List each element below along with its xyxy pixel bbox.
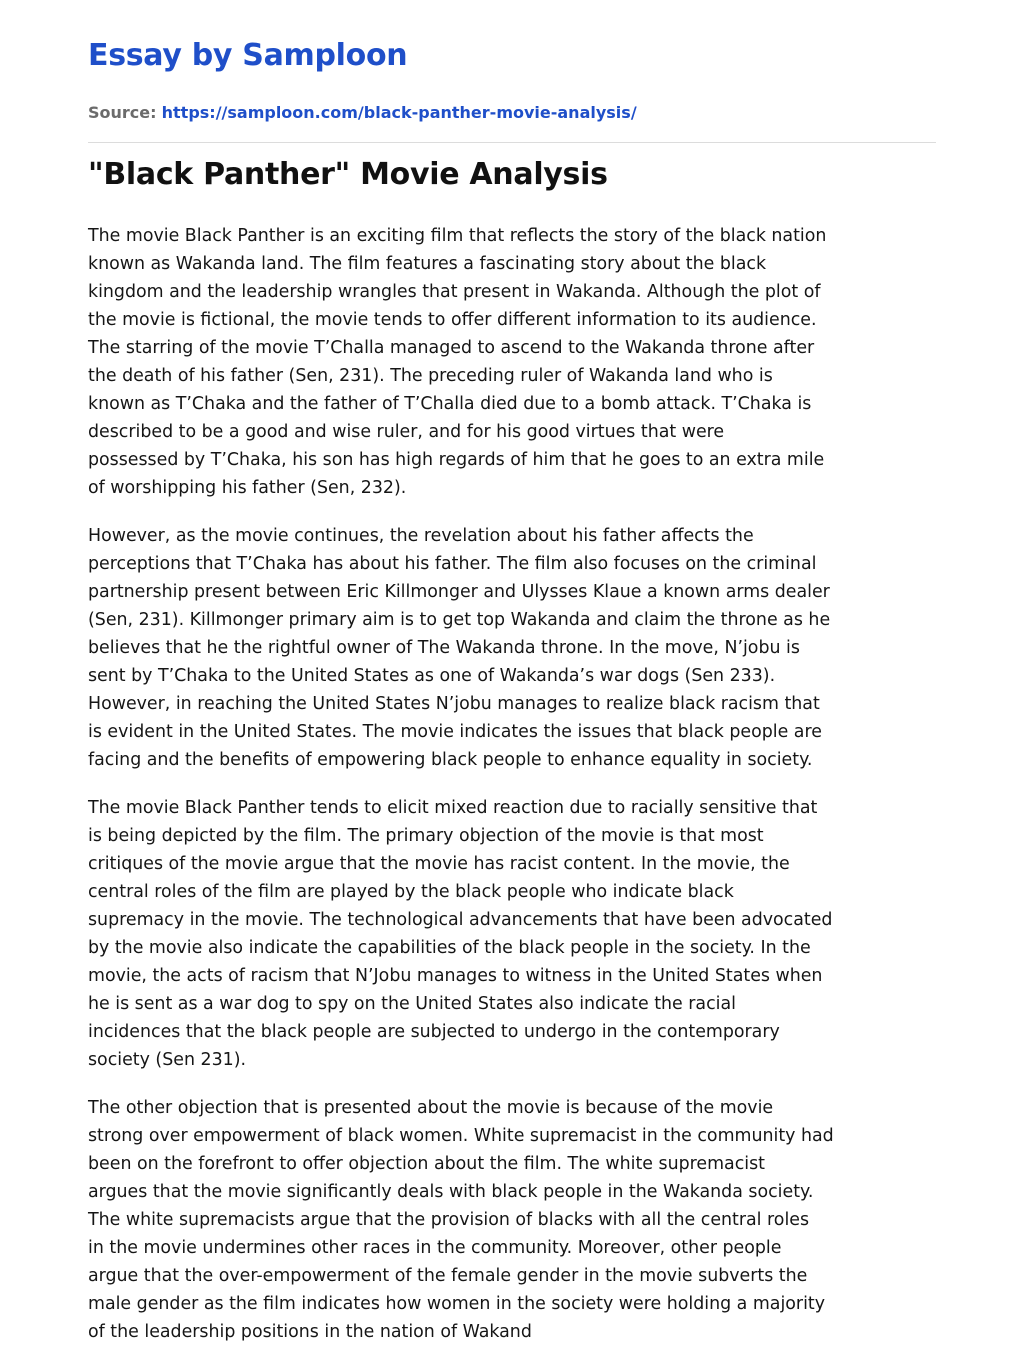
- paragraph-line: of worshipping his father (Sen, 232).: [88, 478, 407, 498]
- source-link[interactable]: https://samploon.com/black-panther-movie-analysis/: [161, 103, 637, 122]
- essay-body: [88, 222, 936, 1366]
- paragraph-line: central roles of the film are played by the black people who indicate black: [88, 882, 734, 902]
- paragraph-line: been on the forefront to offer objection about the film. The white supremacist: [88, 1154, 765, 1174]
- paragraph-text: [88, 222, 936, 502]
- paragraph-line: described to be a good and wise ruler, and for his good virtues that were: [88, 422, 725, 442]
- source-line: [88, 101, 637, 125]
- essay-paragraph: [88, 222, 936, 502]
- paragraph-line: perceptions that T’Chaka has about his father. The film also focuses on the criminal: [88, 554, 817, 574]
- paragraph-line: (Sen, 231). Killmonger primary aim is to get top Wakanda and claim the throne as he: [88, 610, 831, 630]
- paragraph-line: supremacy in the movie. The technological advancements that have been advocated: [88, 910, 833, 930]
- paragraph-line: believes that he the rightful owner of The Wakanda throne. In the move, N’jobu is: [88, 638, 800, 658]
- paragraph-line: sent by T’Chaka to the United States as one of Wakanda’s war dogs (Sen 233).: [88, 666, 776, 686]
- paragraph-line: known as Wakanda land. The film features a fascinating story about the black: [88, 254, 767, 274]
- paragraph-line: movie, the acts of racism that N’Jobu manages to witness in the United States when: [88, 966, 823, 986]
- paragraph-line: However, in reaching the United States N’jobu manages to realize black racism that: [88, 694, 820, 714]
- paragraph-line: However, as the movie continues, the revelation about his father affects the: [88, 526, 754, 546]
- paragraph-line: is being depicted by the film. The primary objection of the movie is that most: [88, 826, 764, 846]
- essay-paragraph: [88, 794, 936, 1074]
- paragraph-line: known as T’Chaka and the father of T’Challa died due to a bomb attack. T’Chaka is: [88, 394, 812, 414]
- paragraph-line: male gender as the film indicates how women in the society were holding a majority: [88, 1294, 826, 1314]
- paragraph-text: [88, 522, 936, 774]
- paragraph-line: he is sent as a war dog to spy on the United States also indicate the racial: [88, 994, 736, 1014]
- paragraph-line: the movie is fictional, the movie tends to offer different information to its audience.: [88, 310, 817, 330]
- paragraph-line: by the movie also indicate the capabilities of the black people in the society. In the: [88, 938, 811, 958]
- paragraph-line: possessed by T’Chaka, his son has high regards of him that he goes to an extra mile: [88, 450, 825, 470]
- paragraph-line: critiques of the movie argue that the movie has racist content. In the movie, the: [88, 854, 790, 874]
- paragraph-line: argues that the movie significantly deals with black people in the Wakanda society.: [88, 1182, 814, 1202]
- paragraph-line: in the movie undermines other races in the community. Moreover, other people: [88, 1238, 782, 1258]
- paragraph-line: The white supremacists argue that the provision of blacks with all the central roles: [88, 1210, 810, 1230]
- paragraph-line: is evident in the United States. The movie indicates the issues that black people are: [88, 722, 822, 742]
- header-divider: [88, 142, 936, 143]
- paragraph-line: partnership present between Eric Killmonger and Ulysses Klaue a known arms dealer: [88, 582, 830, 602]
- paragraph-line: the death of his father (Sen, 231). The preceding ruler of Wakanda land who is: [88, 366, 773, 386]
- paragraph-line: The movie Black Panther is an exciting film that reflects the story of the black nation: [88, 226, 827, 246]
- essay-title: "Black Panther" Movie Analysis: [88, 157, 608, 192]
- paragraph-line: The movie Black Panther tends to elicit mixed reaction due to racially sensitive that: [88, 798, 818, 818]
- paragraph-line: society (Sen 231).: [88, 1050, 247, 1070]
- paragraph-line: of the leadership positions in the nation of Wakand: [88, 1322, 532, 1342]
- paragraph-line: argue that the over-empowerment of the female gender in the movie subverts the: [88, 1266, 808, 1286]
- paragraph-line: The starring of the movie T’Challa managed to ascend to the Wakanda throne after: [88, 338, 815, 358]
- paragraph-line: The other objection that is presented about the movie is because of the movie: [88, 1098, 774, 1118]
- source-label: Source:: [88, 103, 157, 122]
- paragraph-line: incidences that the black people are subjected to undergo in the contemporary: [88, 1022, 780, 1042]
- paragraph-line: strong over empowerment of black women. White supremacist in the community had: [88, 1126, 834, 1146]
- paragraph-line: facing and the benefits of empowering black people to enhance equality in society.: [88, 750, 813, 770]
- essay-paragraph: [88, 522, 936, 774]
- essay-paragraph: [88, 1094, 936, 1346]
- paragraph-text: [88, 794, 936, 1074]
- site-brand-heading: Essay by Samploon: [88, 38, 408, 73]
- paragraph-line: kingdom and the leadership wrangles that present in Wakanda. Although the plot of: [88, 282, 821, 302]
- paragraph-text: [88, 1094, 936, 1346]
